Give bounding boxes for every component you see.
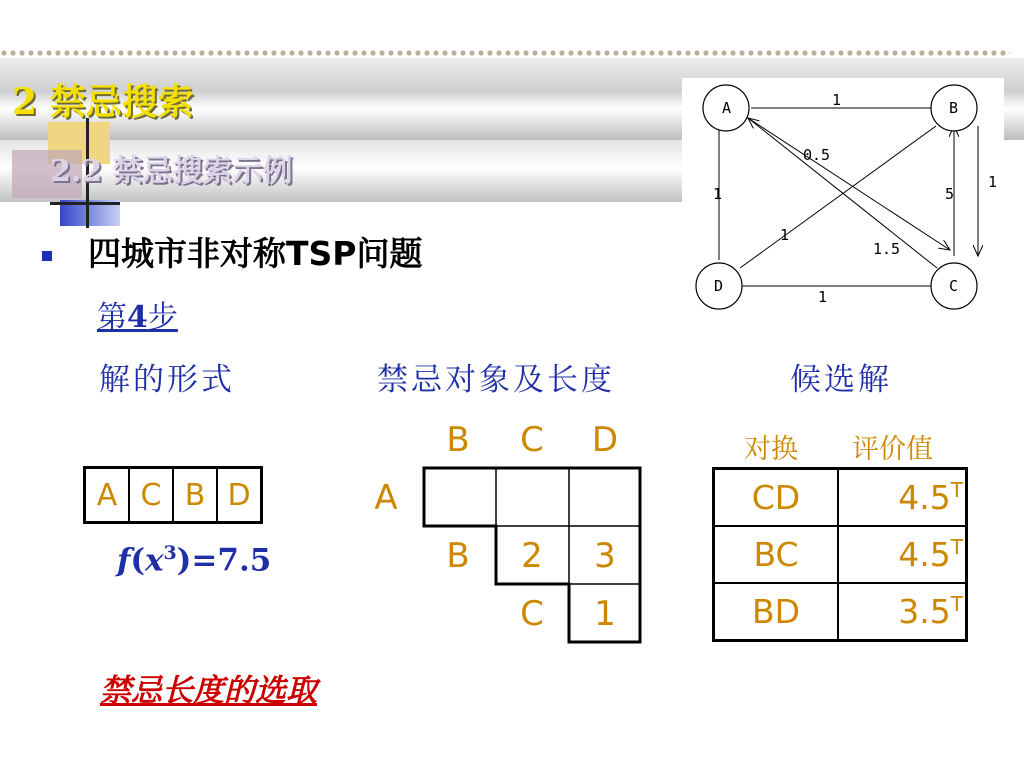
- objective-exponent: 3: [163, 542, 177, 564]
- node-label: C: [949, 277, 959, 295]
- candidate-value-cell: [838, 583, 967, 641]
- tabu-row-header: C: [520, 594, 544, 634]
- step-suffix: 步: [147, 300, 178, 335]
- edge-label: 1: [780, 226, 790, 244]
- solution-cell: A: [85, 468, 130, 523]
- node-label: D: [714, 277, 724, 295]
- table-row: [714, 469, 967, 527]
- step-prefix: 第: [97, 300, 127, 335]
- objective-open: (: [130, 542, 146, 579]
- edge-d-b: [740, 126, 936, 268]
- step-label[interactable]: [97, 292, 178, 336]
- node-label: A: [722, 99, 732, 117]
- solution-form-heading: 解的形式: [99, 362, 235, 398]
- slide-title: 2 禁忌搜索: [12, 81, 194, 123]
- objective-result: )=7.5: [176, 542, 272, 579]
- solution-table: [83, 466, 263, 524]
- candidate-value-cell: [838, 526, 967, 583]
- tabu-length-link[interactable]: 禁忌长度的选取: [100, 673, 317, 709]
- edge-label: 1: [832, 91, 842, 109]
- candidate-swap: BD: [714, 583, 839, 641]
- candidate-heading: 候选解: [790, 362, 892, 398]
- solution-cell: B: [173, 468, 217, 523]
- edge-label: 0.5: [803, 146, 831, 164]
- tabu-mark: T: [950, 535, 963, 559]
- slide-subtitle: 2.2 禁忌搜索示例: [50, 154, 293, 189]
- bullet-text: 四城市非对称TSP问题: [88, 234, 423, 273]
- tabu-row-header: B: [446, 536, 470, 576]
- tabu-mark: T: [950, 478, 963, 502]
- objective-value: [117, 542, 271, 578]
- candidate-header-swap: 对换: [744, 434, 798, 465]
- solution-cell: D: [217, 468, 262, 523]
- decor-line-horizontal: [50, 202, 120, 205]
- tsp-graph-diagram: [682, 78, 1004, 320]
- edge-label: 1: [988, 173, 998, 191]
- node-label: B: [949, 99, 959, 117]
- candidate-value: 4.5: [898, 478, 951, 517]
- objective-f: f: [117, 542, 131, 579]
- step-number: 4: [127, 300, 148, 335]
- candidate-swap: CD: [714, 469, 839, 527]
- edge-label: 1: [818, 288, 828, 306]
- candidate-value: 3.5: [898, 592, 951, 631]
- tabu-cell: 1: [594, 594, 616, 634]
- candidate-value-cell: [838, 469, 967, 527]
- edge-c-a: [748, 118, 937, 268]
- tabu-col-header: C: [520, 420, 544, 460]
- table-row: [714, 583, 967, 641]
- tabu-cell: 3: [594, 536, 616, 576]
- tabu-col-header: B: [446, 420, 470, 460]
- objective-x: x: [145, 542, 164, 579]
- candidate-table: [712, 467, 968, 642]
- tabu-row-header: A: [374, 478, 398, 518]
- table-row: [714, 526, 967, 583]
- bullet-marker: [42, 251, 52, 261]
- edge-label: 1.5: [873, 240, 901, 258]
- edge-label: 5: [945, 185, 955, 203]
- solution-cell: C: [129, 468, 173, 523]
- tabu-cell: 2: [521, 536, 543, 576]
- candidate-swap: BC: [714, 526, 839, 583]
- dotted-border: [0, 48, 1010, 58]
- tabu-mark: T: [950, 592, 963, 616]
- tabu-col-header: D: [591, 420, 619, 460]
- candidate-header-value: 评价值: [852, 434, 933, 465]
- edge-label: 1: [713, 185, 723, 203]
- tabu-heading: 禁忌对象及长度: [377, 362, 615, 398]
- candidate-value: 4.5: [898, 535, 951, 574]
